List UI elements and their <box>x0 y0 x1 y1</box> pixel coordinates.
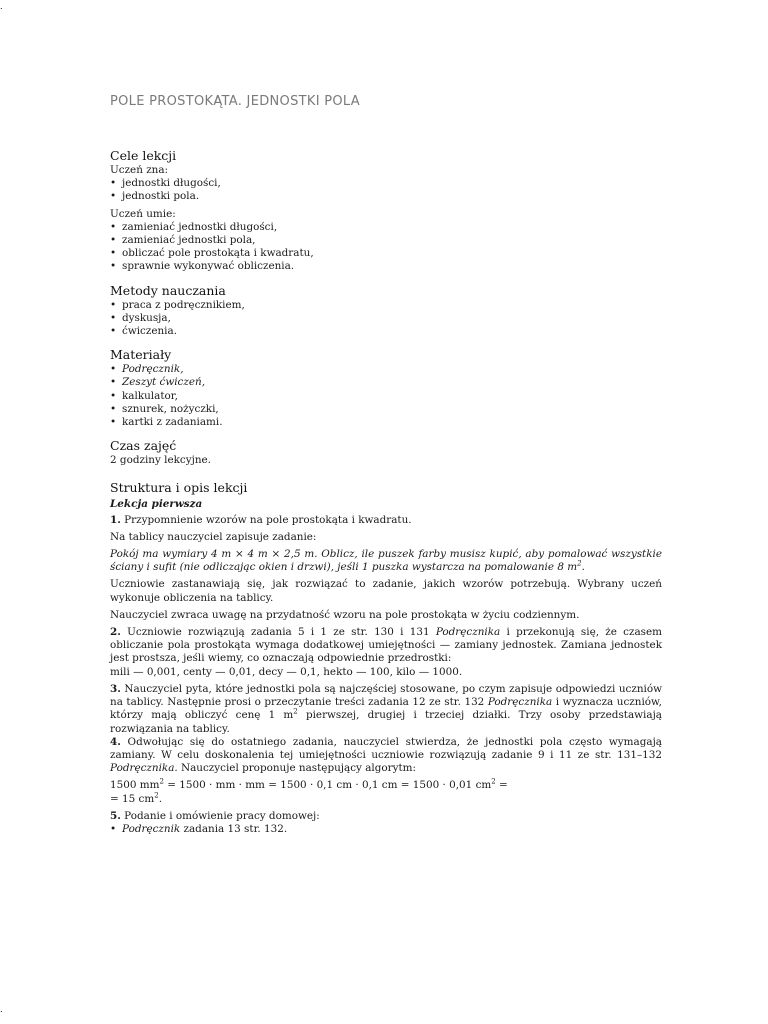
step-number: 3. <box>110 682 121 695</box>
step-number: 2. <box>110 626 121 639</box>
step-text: Odwołując się do ostatniego zadania, nauczyciel stwierdza, że jednostki pola często wymagają zamiany. W celu doskonalenia tej umiejętności uczniowie rozwiązują zadanie 9 i 11 ze str. 131–132 <box>110 735 662 761</box>
list-item: • zamieniać jednostki długości, <box>110 221 662 234</box>
book-ref: Podręcznika <box>435 626 501 639</box>
formula-part: 1500 mm <box>110 779 160 792</box>
list-item: • obliczać pole prostokąta i kwadratu, <box>110 247 662 260</box>
formula-part: = <box>495 779 508 792</box>
list-item: • zamieniać jednostki pola, <box>110 234 662 247</box>
step-number: 5. <box>110 809 121 822</box>
section-struktura <box>110 479 662 836</box>
list-item: • ćwiczenia. <box>110 325 662 338</box>
prefix-list: mili — 0,001, centy — 0,01, decy — 0,1, hekto — 100, kilo — 1000. <box>110 665 463 678</box>
formula-part: = 15 cm <box>110 792 155 805</box>
step-text: Przypomnienie wzorów na pole prostokąta i kwadratu. <box>120 513 412 526</box>
list-item: • kalkulator, <box>110 390 662 403</box>
corner-mark: . <box>0 2 3 11</box>
step-number: 4. <box>110 735 121 748</box>
step-text: i przekonują się, że czasem obliczanie pola prostokąta wymaga dodatkowej umiejętności — zamiany jednostek. Zamiana jednostek jest prostsza, jeśli wiemy, co oznaczają odpowiednie przedrostki: <box>110 626 662 665</box>
step-text: pierwszej, drugiej i trzeciej działki. Trzy osoby przedstawiają rozwiązania na tablicy. <box>110 709 662 735</box>
section-czas <box>110 437 662 467</box>
corner-mark: . <box>0 1005 3 1014</box>
formula-part: . <box>158 792 162 805</box>
section-heading: Cele lekcji <box>110 148 177 163</box>
lesson-label: Lekcja pierwsza <box>110 498 203 511</box>
list-item: • sprawnie wykonywać obliczenia. <box>110 260 662 273</box>
superscript: 2 <box>159 777 164 786</box>
section-materialy <box>110 346 662 429</box>
step-text: Uczniowie rozwiązują zadania 5 i 1 ze str. 130 i 131 <box>120 626 436 639</box>
document-body <box>110 147 662 836</box>
superscript: 2 <box>154 791 159 800</box>
homework-text: zadania 13 str. 132. <box>180 822 288 835</box>
bullet-list <box>110 177 662 203</box>
task-text <box>110 548 662 574</box>
section-heading: Struktura i opis lekcji <box>110 480 248 496</box>
intro-text: Uczeń zna: <box>110 164 169 176</box>
bullet-list <box>110 363 662 429</box>
book-ref: Podręcznika. <box>110 762 178 775</box>
step-3 <box>110 683 662 736</box>
list-item: • sznurek, nożyczki, <box>110 403 662 416</box>
body-text: Nauczyciel zwraca uwagę na przydatność wzoru na pole prostokąta w życiu codziennym. <box>110 608 580 621</box>
list-item: • kartki z zadaniami. <box>110 416 662 429</box>
superscript: 2 <box>577 559 582 568</box>
bullet-list <box>110 823 662 836</box>
body-text: Na tablicy nauczyciel zapisuje zadanie: <box>110 530 317 543</box>
list-item: • praca z podręcznikiem, <box>110 299 662 312</box>
step-4 <box>110 736 662 776</box>
superscript: 2 <box>293 707 298 716</box>
book-ref: Podręcznik <box>122 822 181 835</box>
formula-line-2 <box>110 793 662 806</box>
body-text: Uczniowie zastanawiają się, jak rozwiązać to zadanie, jakich wzorów potrzebują. Wybrany uczeń wykonuje obliczenia na tablicy. <box>110 578 662 604</box>
list-item: • jednostki pola. <box>110 190 662 203</box>
section-metody <box>110 282 662 339</box>
section-cele <box>110 147 662 274</box>
task-end: . <box>581 561 585 574</box>
formula-part: = 1500 · mm · mm = 1500 · 0,1 cm · 0,1 cm = 1500 · 0,01 cm <box>163 779 492 792</box>
section-heading: Czas zajęć <box>110 438 177 454</box>
formula-line-1 <box>110 779 662 792</box>
step-5 <box>110 810 662 823</box>
step-2 <box>110 626 662 666</box>
intro-text: Uczeń umie: <box>110 207 176 220</box>
bullet-list <box>110 299 662 339</box>
superscript: 2 <box>491 777 496 786</box>
section-heading: Metody nauczania <box>110 282 226 298</box>
book-ref: Podręcznika <box>487 696 553 709</box>
list-item: • dyskusja, <box>110 312 662 325</box>
step-1 <box>110 514 662 527</box>
step-text: i wyznacza uczniów, którzy mają obliczyć cenę 1 m <box>110 696 662 722</box>
step-number: 1. <box>110 513 121 526</box>
bullet-list <box>110 221 662 274</box>
task-body: Pokój ma wymiary 4 m × 4 m × 2,5 m. Oblicz, ile puszek farby musisz kupić, aby pomalować wszystkie ściany i sufit (nie odliczając okien i drzwi), jeśli 1 puszka wystarcza na pomalowanie 8 m <box>110 548 662 574</box>
step-text: Nauczyciel pyta, które jednostki pola są najczęściej stosowane, po czym zapisuje odpowiedzi uczniów na tablicy. Następnie prosi o przeczytanie treści zadania 12 ze str. 132 <box>110 682 662 709</box>
step-text: Podanie i omówienie pracy domowej: <box>120 809 320 822</box>
list-item: • jednostki długości, <box>110 177 662 190</box>
list-item: • Podręcznik, <box>110 363 662 376</box>
page-title: POLE PROSTOKĄTA. JEDNOSTKI POLA <box>110 94 360 109</box>
list-item: • Zeszyt ćwiczeń, <box>110 376 662 389</box>
body-text: 2 godziny lekcyjne. <box>110 454 211 467</box>
list-item <box>110 823 662 836</box>
step-text: Nauczyciel proponuje następujący algorytm: <box>177 762 416 775</box>
section-heading: Materiały <box>110 347 172 363</box>
